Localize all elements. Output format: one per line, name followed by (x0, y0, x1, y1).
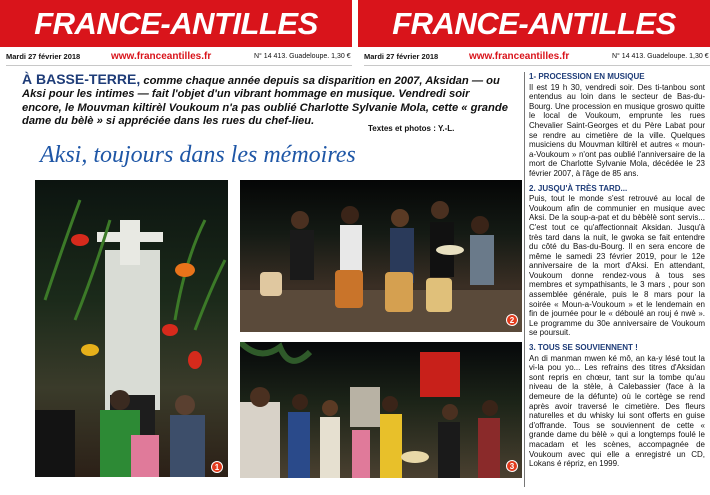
photo-credits: Textes et photos : Y.-L. (368, 124, 455, 133)
caption-heading: 2. JUSQU'À TRÈS TARD... (529, 183, 628, 193)
lead-text: comme chaque année depuis sa disparition en 2007, Aksidan — ou Aksi pour les intimes — fait l'objet d'un vibrant hommage en musique. Vendredi soir encore, le Mouvman kiltirèl Voukoum n'a pas oublié Charlotte Sylvanie Mola, cette « grande dame du bèlè » si appréciée dans les rues du chef-lieu. (22, 75, 508, 128)
photo-cemetery-flowers (35, 180, 228, 477)
caption-heading: 1- PROCESSION EN MUSIQUE (529, 72, 645, 81)
photo-1-illustration (35, 180, 228, 477)
website-url: www.franceantilles.fr (469, 51, 570, 62)
photo-number-badge: 2 (506, 314, 518, 326)
masthead-title: FRANCE-ANTILLES (34, 5, 318, 41)
masthead-right (358, 0, 710, 47)
caption-section (529, 72, 705, 179)
article-lead (22, 73, 512, 129)
caption-heading: 3. TOUS SE SOUVIENNENT ! (529, 343, 638, 353)
subheader-right (364, 48, 710, 66)
issue-number: N° 14 413. Guadeloupe. 1,30 € (254, 53, 351, 60)
sidebar-captions (529, 72, 705, 489)
photo-crowd-memorial (240, 342, 522, 478)
lead-kicker: À BASSE-TERRE, (22, 71, 141, 87)
masthead-left (0, 0, 352, 47)
issue-date: Mardi 27 février 2018 (364, 52, 439, 61)
website-url: www.franceantilles.fr (111, 51, 212, 62)
caption-section (529, 343, 705, 469)
issue-date: Mardi 27 février 2018 (6, 52, 81, 61)
subheader-left (6, 48, 352, 66)
masthead-title: FRANCE-ANTILLES (392, 5, 676, 41)
article-headline: Aksi, toujours dans les mémoires (40, 142, 356, 168)
photo-2-illustration (240, 180, 522, 332)
column-rule (524, 72, 525, 487)
caption-text: An di manman mwen ké mô, an ka-y lésé tout la vi-la pou yo... Les refrains des titres d'Aksidan sont repris en chœur, tant sur la tombe qu'au niveau de la stèle, à Calebassier (face à la demeure de la défunte) où le cortège se rend après avoir traversé le cimetière. Des fleurs naturelles et du whisky lui sont offerts en guise d'offrande. Tous se souviennent de cette « grande dame du bèlè » qui a longtemps foulé le macadam et les scènes, accompagnée de Voukoum avec qui elle a enregistré un CD, Lokans é répriz, en 1999. (529, 353, 705, 469)
photo-drummers-night (240, 180, 522, 332)
photo-3-illustration (240, 342, 522, 478)
photo-number-badge: 1 (211, 461, 223, 473)
caption-section (529, 184, 705, 339)
caption-text: Il est 19 h 30, vendredi soir. Des ti-tanbou sont entendus au loin dans le secteur de Bas-du-Bourg. Une procession en musique groswo quitte le local de Voukoum, emprunte les rues Chevalier Saint-Georges et du Père Labat pour se rendre au cimetière de la ville. Quelques musiciens du Mouvman kiltirèl et autres « moun-a-Voukoum » n'ont pas oublié l'anniversaire de la mort de Charlotte Sylvanie Mola, décédée le 23 février 2007, à l'âge de 85 ans. (529, 82, 705, 178)
issue-number: N° 14 413. Guadeloupe. 1,30 € (612, 53, 709, 60)
photo-number-badge: 3 (506, 460, 518, 472)
caption-text: Puis, tout le monde s'est retrouvé au local de Voukoum afin de communier en musique avec Aksi. De la soup-a-pat et du bèbèlè sont servis... C'est tout ce qu'affectionnait Aksidan. Jusqu'à très tard dans la nuit, le gwoka se fait entendre du côté du Bas-du-Bourg. Il en sera encore de même le samedi 23 février 2019, pour le 12e anniversaire de la mort d'Aksi. En attendant, Voukoum donne rendez-vous à tous ses membres et sympathisants, le 3 mars , pour son assemblée générale, puis le 8 mars pour la soirée « Moun-a-Voukoum » et le lendemain en fin de journée pour le « déboulé an rouj é nwè ». Le programme du 30e anniversaire de Voukoum se poursuit. (529, 194, 705, 338)
